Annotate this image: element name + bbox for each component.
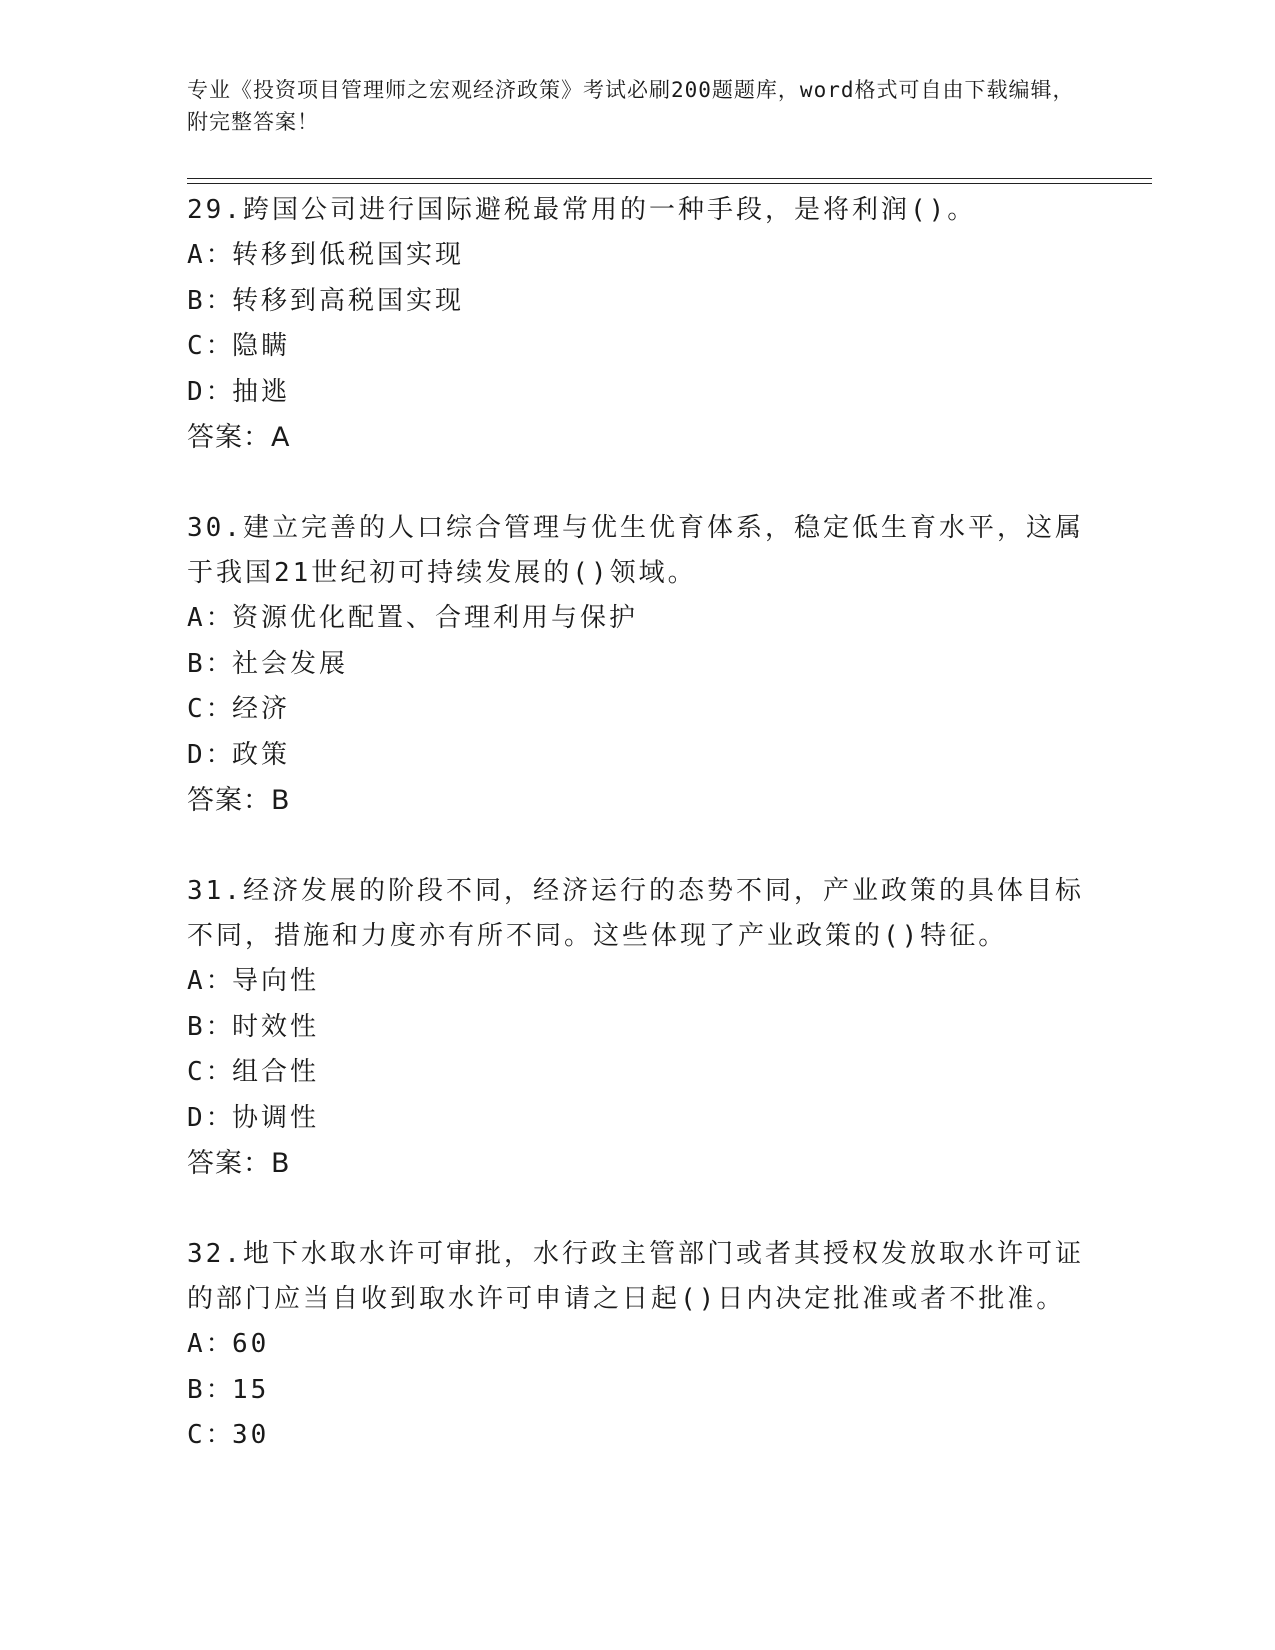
question-31 bbox=[187, 869, 1087, 1186]
option-text: 15 bbox=[232, 1374, 270, 1405]
option-key: C： bbox=[187, 1420, 235, 1450]
option-text: 抽逃 bbox=[232, 376, 291, 407]
question-stem: 29.跨国公司进行国际避税最常用的一种手段，是将利润()。 bbox=[187, 195, 977, 225]
option-text: 30 bbox=[232, 1420, 270, 1450]
option-key: D： bbox=[187, 1102, 235, 1133]
option-key: B： bbox=[187, 1011, 235, 1042]
option-text: 政策 bbox=[232, 739, 291, 770]
option-key: B： bbox=[187, 648, 235, 679]
option-key: C： bbox=[187, 694, 235, 724]
option-a bbox=[187, 596, 1087, 642]
option-key: A： bbox=[187, 240, 235, 270]
option-b bbox=[187, 1368, 1087, 1414]
option-c bbox=[187, 687, 1087, 733]
option-key: B： bbox=[187, 1374, 235, 1405]
option-c bbox=[187, 1413, 1087, 1459]
answer-line: 答案：B bbox=[187, 785, 291, 816]
option-b bbox=[187, 279, 1087, 325]
option-text: 协调性 bbox=[232, 1102, 320, 1133]
option-text: 60 bbox=[232, 1329, 270, 1359]
question-list bbox=[187, 188, 1087, 1505]
option-text: 转移到低税国实现 bbox=[232, 240, 465, 270]
header-divider-top bbox=[187, 178, 1152, 179]
question-30 bbox=[187, 506, 1087, 823]
option-key: A： bbox=[187, 603, 235, 633]
option-text: 导向性 bbox=[232, 966, 320, 996]
question-stem: 30.建立完善的人口综合管理与优生优育体系，稳定低生育水平，这属于我国21世纪初可持续发展的()领域。 bbox=[187, 513, 1084, 588]
question-29 bbox=[187, 188, 1087, 460]
option-key: B： bbox=[187, 285, 235, 316]
option-c bbox=[187, 324, 1087, 370]
option-d bbox=[187, 370, 1087, 416]
answer-line: 答案：B bbox=[187, 1148, 291, 1179]
option-text: 社会发展 bbox=[232, 648, 349, 679]
question-32 bbox=[187, 1232, 1087, 1459]
option-key: C： bbox=[187, 331, 235, 361]
option-key: D： bbox=[187, 739, 235, 770]
option-d bbox=[187, 1096, 1087, 1142]
option-b bbox=[187, 1005, 1087, 1051]
option-text: 时效性 bbox=[232, 1011, 320, 1042]
option-text: 组合性 bbox=[232, 1057, 320, 1087]
option-key: D： bbox=[187, 376, 235, 407]
option-key: C： bbox=[187, 1057, 235, 1087]
option-key: A： bbox=[187, 966, 235, 996]
option-b bbox=[187, 642, 1087, 688]
option-key: A： bbox=[187, 1329, 235, 1359]
option-text: 转移到高税国实现 bbox=[232, 285, 465, 316]
option-text: 隐瞒 bbox=[232, 331, 291, 361]
question-stem: 32.地下水取水许可审批，水行政主管部门或者其授权发放取水许可证的部门应当自收到取水许可申请之日起()日内决定批准或者不批准。 bbox=[187, 1239, 1084, 1314]
option-c bbox=[187, 1050, 1087, 1096]
option-d bbox=[187, 733, 1087, 779]
option-a bbox=[187, 1322, 1087, 1368]
document-header: 专业《投资项目管理师之宏观经济政策》考试必刷200题题库，word格式可自由下载编辑，附完整答案！ bbox=[187, 78, 1075, 134]
option-text: 经济 bbox=[232, 694, 291, 724]
option-a bbox=[187, 959, 1087, 1005]
option-text: 资源优化配置、合理利用与保护 bbox=[232, 603, 639, 633]
header-divider-bottom bbox=[187, 183, 1152, 184]
answer-line: 答案：A bbox=[187, 422, 291, 453]
question-stem: 31.经济发展的阶段不同，经济运行的态势不同，产业政策的具体目标不同，措施和力度亦有所不同。这些体现了产业政策的()特征。 bbox=[187, 876, 1084, 951]
option-a bbox=[187, 233, 1087, 279]
